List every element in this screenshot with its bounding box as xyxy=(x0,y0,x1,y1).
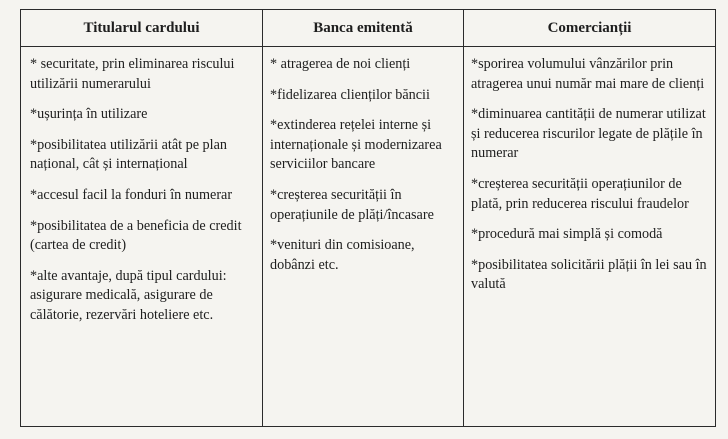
cardholder-cell xyxy=(21,47,263,427)
list-item: * atragerea de noi clienți xyxy=(270,56,411,72)
list-item: *creșterea securității operațiunilor de plată, prin reducerea riscului fraudelor xyxy=(471,175,689,212)
list-item: *creșterea securității în operațiunile de plăți/încasare xyxy=(270,186,434,223)
header-issuing-bank: Banca emitentă xyxy=(263,10,464,47)
list-item: *sporirea volumului vânzărilor prin atragerea unui număr mai mare de clienți xyxy=(471,56,705,92)
header-merchants: Comercianții xyxy=(464,10,716,47)
list-item: *accesul facil la fonduri în numerar xyxy=(30,186,233,203)
list-item: *extinderea rețelei interne și internaționale și modernizarea serviciilor bancare xyxy=(270,117,442,173)
list-item: *diminuarea cantității de numerar utilizat și reducerea riscurilor legate de plățile în numerar xyxy=(471,106,706,162)
list-item: *venituri din comisioane, dobânzi etc. xyxy=(270,237,415,273)
list-item: *procedură mai simplă și comodă xyxy=(471,226,663,243)
content-row xyxy=(21,47,716,427)
list-item: *ușurința în utilizare xyxy=(30,106,148,123)
header-cardholder: Titularul cardului xyxy=(21,10,263,47)
list-item: *posibilitatea utilizării atât pe plan național, cât și internațional xyxy=(30,136,227,173)
advantages-table xyxy=(20,9,716,427)
list-item: * securitate, prin eliminarea riscului utilizării numerarului xyxy=(30,56,235,92)
header-row xyxy=(21,10,716,47)
list-item: *posibilitatea solicitării plății în lei sau în valută xyxy=(471,256,707,293)
list-item: *fidelizarea clienților băncii xyxy=(270,86,430,103)
issuing-bank-cell xyxy=(263,47,464,427)
list-item: *posibilitatea de a beneficia de credit (cartea de credit) xyxy=(30,217,242,254)
merchants-cell xyxy=(464,47,716,427)
list-item: *alte avantaje, după tipul cardului: asigurare medicală, asigurare de călătorie, rezervări hoteliere etc. xyxy=(30,267,227,323)
